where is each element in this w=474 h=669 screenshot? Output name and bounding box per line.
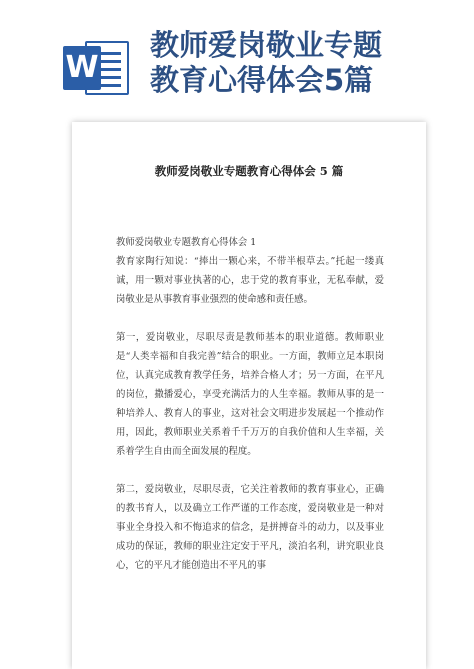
paragraph-1: 教育家陶行知说：“捧出一颗心来，不带半根草去。”托起一缕真诚，用一颗对事业执著的心，忠于党的教育事业，无私奉献，爱岗敬业是从事教育事业强烈的使命感和责任感。 <box>116 256 384 305</box>
paragraph-2: 第一，爱岗敬业，尽职尽责是教师基本的职业道德。教师职业是“人类幸福和自我完善”结合的职业。一方面，教师立足本职岗位，认真完成教育教学任务，培养合格人才；另一方面，在平凡的岗位，撒播爱心，享受充满活力的人生幸福。教师从事的是一种培养人、教育人的事业，这对社会文明进步发展起一个推动作用，因此，教师职业关系着千千万万的自我价值和人生幸福，关系着学生自由而全面发展的程度。 <box>116 332 384 457</box>
paragraph-gap <box>116 309 384 328</box>
paragraph-gap <box>116 461 384 480</box>
word-w-badge: W <box>63 46 101 90</box>
section-heading: 教师爱岗敬业专题教育心得体会 1 <box>116 237 257 248</box>
document-page <box>72 122 426 669</box>
document-body <box>116 233 384 575</box>
banner-title-line2: 教育心得体会5篇 <box>150 63 374 97</box>
banner <box>0 0 474 118</box>
document-title: 教师爱岗敬业专题教育心得体会 5 篇 <box>154 164 344 178</box>
banner-title <box>150 28 450 98</box>
banner-title-line1: 教师爱岗敬业专题 <box>150 28 383 62</box>
word-document-icon <box>63 38 131 98</box>
paragraph-3: 第二，爱岗敬业，尽职尽责，它关注着教师的教育事业心，正确的教书育人，以及确立工作严谨的工作态度，爱岗敬业是一种对事业全身投入和不悔追求的信念，是拼搏奋斗的动力，以及事业成功的保证，教师的职业注定安于平凡，淡泊名利，讲究职业良心，它的平凡才能创造出不平凡的事 <box>116 484 384 571</box>
